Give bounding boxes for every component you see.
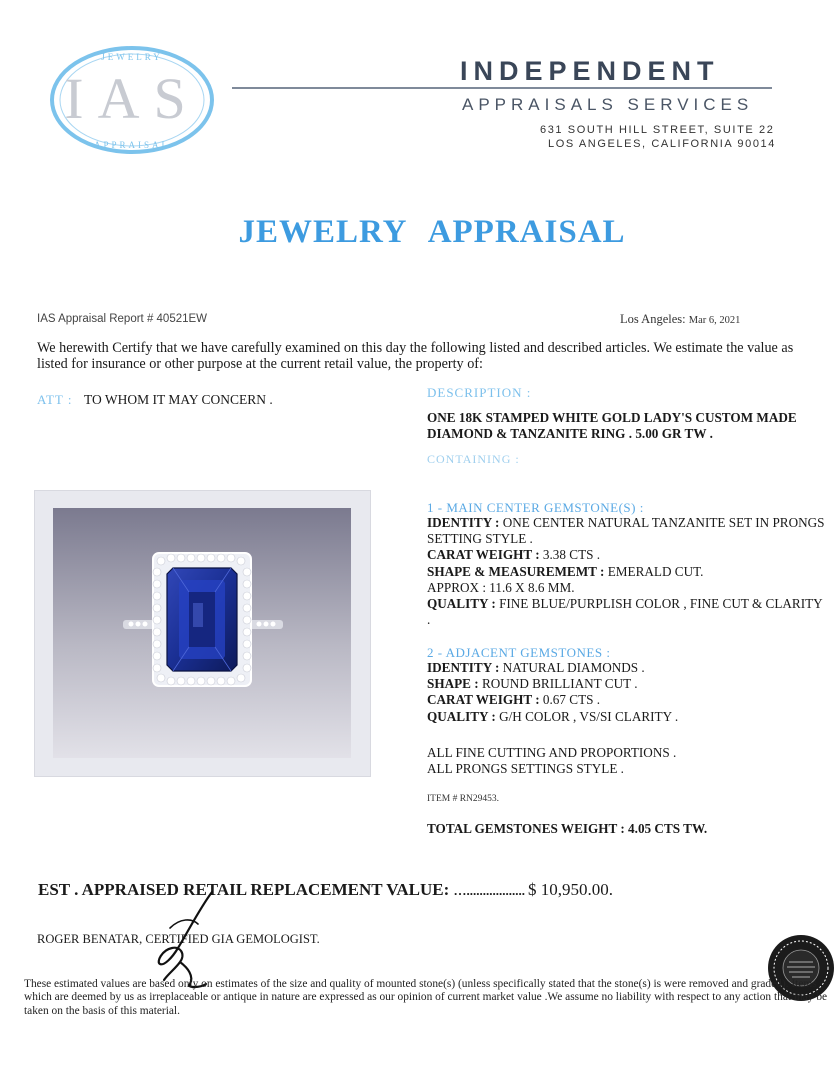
adj-quality-label: QUALITY : xyxy=(427,708,496,724)
main-shape-label: SHAPE & MEASUREMEMT : xyxy=(427,563,605,579)
header-divider xyxy=(232,87,772,89)
main-carat xyxy=(427,547,827,563)
adj-carat xyxy=(427,692,827,708)
adj-carat-label: CARAT WEIGHT : xyxy=(427,692,540,708)
company-subtitle: APPRAISALS SERVICES xyxy=(462,95,754,114)
item-number: ITEM # RN29453. xyxy=(427,794,500,804)
report-date-value: Mar 6, 2021 xyxy=(688,315,741,326)
adj-carat-value: 0.67 CTS . xyxy=(539,692,601,708)
main-shape-value: EMERALD CUT. xyxy=(604,563,704,579)
ring-photo xyxy=(53,508,351,758)
company-address-line1: 631 SOUTH HILL STREET, SUITE 22 xyxy=(540,124,775,136)
main-quality xyxy=(427,596,827,628)
adj-quality xyxy=(427,709,827,725)
description-text: ONE 18K STAMPED WHITE GOLD LADY'S CUSTOM MADE DIAMOND & TANZANITE RING . 5.00 GR TW . xyxy=(427,410,797,441)
main-approx: APPROX : 11.6 X 8.6 MM. xyxy=(427,579,575,595)
main-shape xyxy=(427,564,827,580)
adjacent-gemstones-title: 2 - ADJACENT GEMSTONES : xyxy=(427,645,611,660)
main-quality-value: FINE BLUE/PURPLISH COLOR , FINE CUT & CLARITY . xyxy=(427,596,823,628)
containing-label: CONTAINING : xyxy=(427,452,520,466)
att-label: ATT : xyxy=(37,392,73,407)
att-value: TO WHOM IT MAY CONCERN . xyxy=(84,392,273,407)
adj-shape-value: ROUND BRILLIANT CUT . xyxy=(478,676,638,692)
estimate-label xyxy=(38,880,525,900)
notes-line1: ALL FINE CUTTING AND PROPORTIONS . xyxy=(427,745,677,760)
report-date xyxy=(620,312,740,327)
estimate-dots: ….................. xyxy=(453,883,526,898)
main-carat-value: 3.38 CTS . xyxy=(539,547,601,563)
estimate-label-text: EST . APPRAISED RETAIL REPLACEMENT VALUE: xyxy=(38,880,450,899)
adj-identity-value: NATURAL DIAMONDS . xyxy=(499,660,645,675)
signature xyxy=(150,888,230,992)
report-number: IAS Appraisal Report # 40521EW xyxy=(37,313,208,325)
ring-photo-frame xyxy=(34,490,371,777)
main-identity-label: IDENTITY : xyxy=(427,515,500,530)
disclaimer: These estimated values are based only on estimates of the size and quality of mounted stone(s) (unless specifically stated that the stone(s) is were removed and graded). Items which are deemed by us as irreplaceable or antique in nature are expressed as our opinion of current market value .We assume no liability with respect to any action that may be taken on the basis of this material. xyxy=(24,978,828,1017)
adj-quality-value: G/H COLOR , VS/SI CLARITY . xyxy=(495,708,679,724)
logo-ring-top: JEWELRY xyxy=(101,52,163,62)
ias-logo xyxy=(40,38,220,168)
cutting-notes xyxy=(427,745,827,777)
adj-identity xyxy=(427,660,827,676)
document-title: JEWELRY APPRAISAL xyxy=(238,214,626,250)
adjacent-gemstones-details xyxy=(427,660,827,725)
report-city: Los Angeles: xyxy=(620,312,686,326)
main-quality-label: QUALITY : xyxy=(427,596,496,612)
adj-shape xyxy=(427,676,827,692)
logo-letters: IAS xyxy=(64,66,200,131)
company-name: INDEPENDENT xyxy=(460,56,720,86)
description-label: DESCRIPTION : xyxy=(427,385,532,400)
main-identity-value: ONE CENTER NATURAL TANZANITE SET IN PRONGS SETTING STYLE . xyxy=(427,515,825,547)
estimate-value: $ 10,950.00. xyxy=(528,880,613,899)
main-gemstone-title: 1 - MAIN CENTER GEMSTONE(S) : xyxy=(427,500,644,515)
adj-identity-label: IDENTITY : xyxy=(427,660,500,675)
adj-shape-label: SHAPE : xyxy=(427,676,479,692)
main-carat-label: CARAT WEIGHT : xyxy=(427,547,540,563)
main-gemstone-details xyxy=(427,515,827,628)
company-address-line2: LOS ANGELES, CALIFORNIA 90014 xyxy=(548,138,776,150)
certification-statement: We herewith Certify that we have carefully examined on this day the following listed and described articles. We estimate the value as listed for insurance or other purpose at the current retail value, the property of: xyxy=(37,340,794,372)
total-gemstones-weight: TOTAL GEMSTONES WEIGHT : 4.05 CTS TW. xyxy=(427,821,708,836)
logo-ring-bottom: APPRAISAL xyxy=(93,140,171,150)
notes-line2: ALL PRONGS SETTINGS STYLE . xyxy=(427,761,624,777)
gemologist-name: ROGER BENATAR, CERTIFIED GIA GEMOLOGIST. xyxy=(37,932,320,946)
main-identity xyxy=(427,515,827,547)
